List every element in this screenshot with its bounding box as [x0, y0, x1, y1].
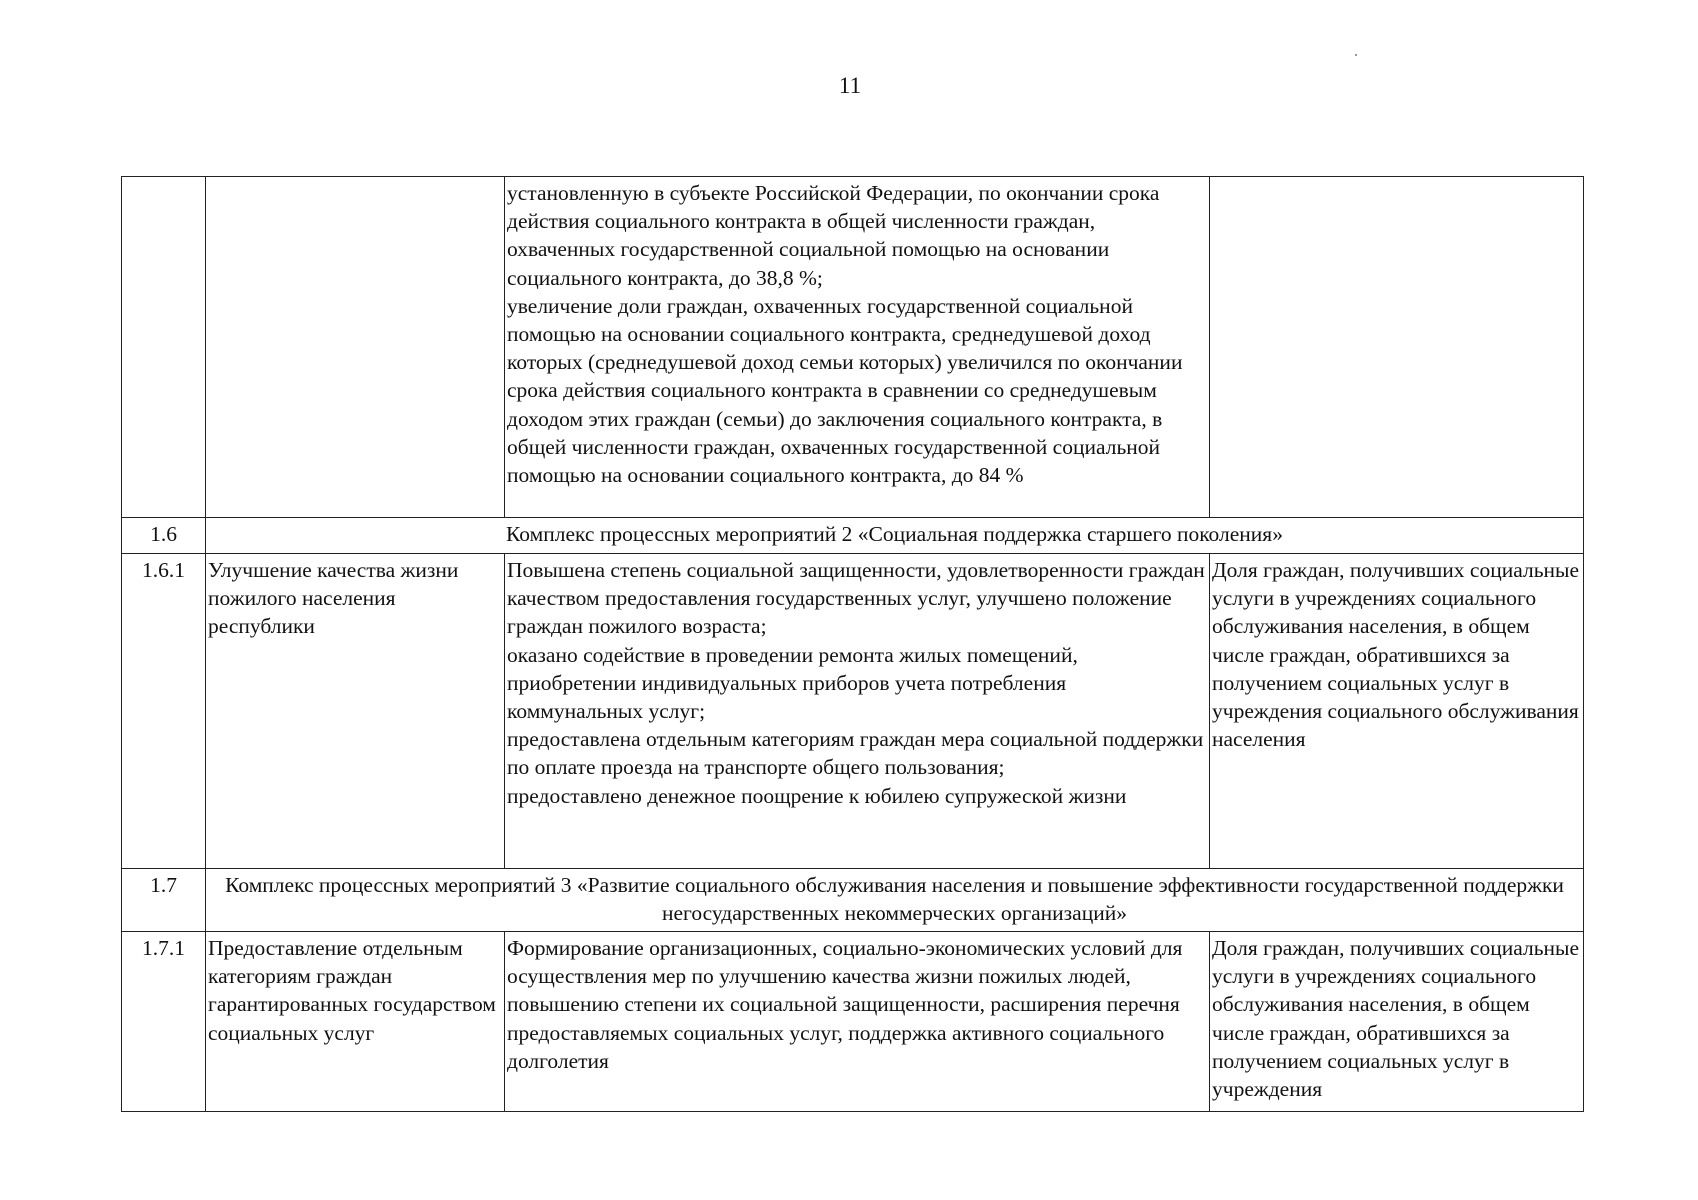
program-table: [121, 176, 1584, 1112]
indicator-cell: Доля граждан, получивших социальные услуги в учреждениях социального обслуживания населения, в общем числе граждан, обратившихся за получением социальных услуг в учреждения социального обслуживания населения: [1210, 554, 1584, 869]
task-cell: [206, 177, 505, 518]
table-row-1-6-1: [122, 554, 1584, 869]
row-number-cell: 1.6.1: [122, 554, 206, 869]
indicator-cell: Доля граждан, получивших социальные услуги в учреждениях социального обслуживания населения, в общем числе граждан, обратившихся за получением социальных услуг в учреждения: [1210, 932, 1584, 1112]
task-cell: Предоставление отдельным категориям граждан гарантированных государством социальных услуг: [206, 932, 505, 1112]
task-cell: Улучшение качества жизни пожилого населения республики: [206, 554, 505, 869]
section-number-cell: 1.7: [122, 869, 206, 932]
result-cell: Формирование организационных, социально-экономических условий для осуществления мер по улучшению качества жизни пожилых людей, повышению степени их социальной защищенности, расширения перечня предоставляемых социальных услуг, поддержка активного социального долголетия: [505, 932, 1210, 1112]
page-number: 11: [838, 73, 862, 98]
scan-artifact-dot: [1355, 54, 1357, 56]
result-paragraph: предоставлено денежное поощрение к юбилею супружеской жизни: [507, 783, 1127, 808]
table-row-section-1-6: [122, 518, 1584, 554]
result-paragraph: оказано содействие в проведении ремонта жилых помещений, приобретении индивидуальных приборов учета потребления коммунальных услуг;: [507, 642, 1078, 724]
table-row-1-7-1: [122, 932, 1584, 1112]
indicator-cell: [1210, 177, 1584, 518]
row-number-cell: 1.7.1: [122, 932, 206, 1112]
row-number-cell: [122, 177, 206, 518]
section-number-cell: 1.6: [122, 518, 206, 554]
result-cell: [505, 554, 1210, 869]
result-paragraph: установленную в субъекте Российской Федерации, по окончании срока действия социального контракта в общей численности граждан, охваченных государственной социальной помощью на основании социального контракта, до 38,8 %;: [507, 181, 1160, 290]
section-title-cell: Комплекс процессных мероприятий 2 «Социальная поддержка старшего поколения»: [206, 518, 1584, 554]
section-title-cell: Комплекс процессных мероприятий 3 «Развитие социального обслуживания населения и повышение эффективности государственной поддержки негосударственных некоммерческих организаций»: [206, 869, 1584, 932]
table-row-section-1-7: [122, 869, 1584, 932]
result-paragraph: предоставлена отдельным категориям граждан мера социальной поддержки по оплате проезда на транспорте общего пользования;: [507, 727, 1204, 780]
table-row-continuation: [122, 177, 1584, 518]
result-paragraph: Повышена степень социальной защищенности, удовлетворенности граждан качеством предоставления государственных услуг, улучшено положение граждан пожилого возраста;: [507, 558, 1205, 639]
result-paragraph: увеличение доли граждан, охваченных государственной социальной помощью на основании социального контракта, среднедушевой доход которых (среднедушевой доход семьи которых) увеличился по окончании срока действия социального контракта в сравнении со среднедушевым доходом этих граждан (семьи) до заключения социального контракта, в общей численности граждан, охваченных государственной социальной помощью на основании социального контракта, до 84 %: [507, 293, 1183, 488]
result-cell: [505, 177, 1210, 518]
